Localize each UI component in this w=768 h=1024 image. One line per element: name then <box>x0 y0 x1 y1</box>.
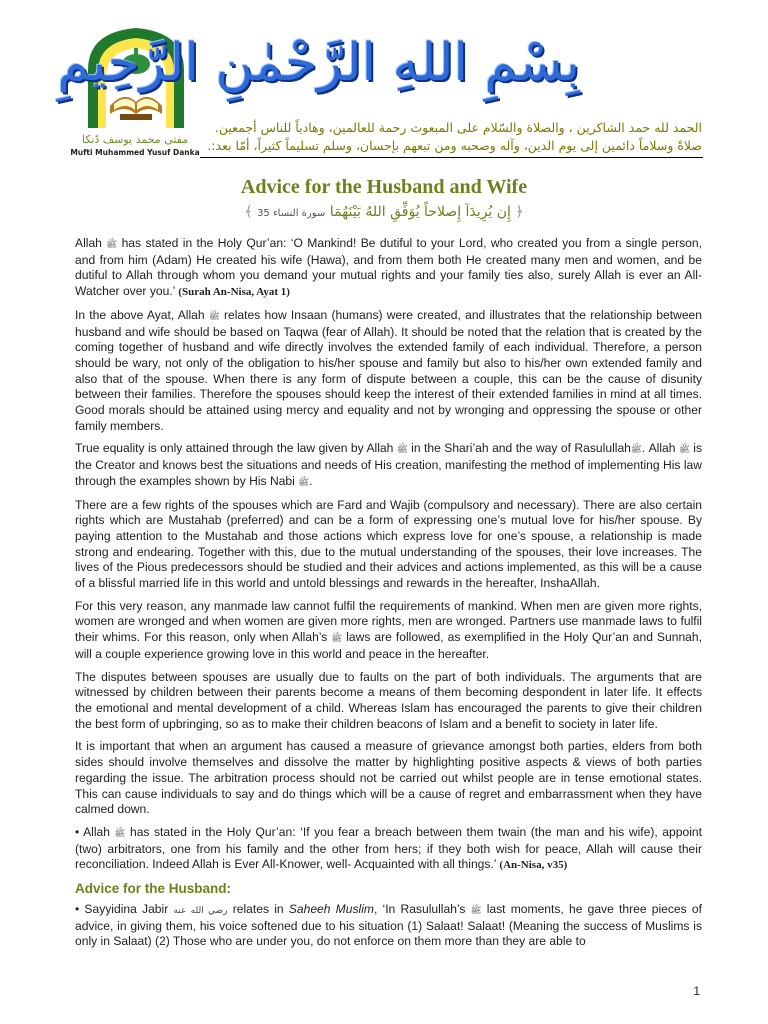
arabic-invocation-line-1: الحمد لله حمد الشاكرين ، والصلاة والسّلام على المبعوث رحمة للعالمين، وهادياً للناس أجمعين. <box>214 120 702 135</box>
salutation-symbol: ﷺ <box>208 310 220 321</box>
text: laws are followed, as exemplified in the Holy Qur’an and Sunnah, will a couple experience growing love in this world and peace in the hereafter. <box>75 630 702 661</box>
basmala-calligraphy: بِسْمِ اللهِ الرَّحْمٰنِ الرَّحِيمِ <box>57 33 580 93</box>
text: last moments, he gave three pieces of advice, in giving them, his voice softened due to his situation (1) Salaat! Salaat! (Meaning the success of Muslims is only in Salaat) (2) Those who are under you, do not enforce on them more than they are able to <box>75 902 702 949</box>
book-title: Saheeh Muslim <box>288 902 374 917</box>
paragraph-2 <box>75 308 702 435</box>
header-divider <box>200 157 703 158</box>
paragraph-7: It is important that when an argument has caused a measure of grievance amongst both parties, elders from both sides should involve themselves and dissolve the matter by highlighting positive aspects & views of both parties regarding the issue. The arbitration process should not be carried out whilst people are in tense emotional states. This can cause individuals to say and do things which will be a cause of regret and embarrassment when they have calmed down. <box>75 739 702 817</box>
paragraph-5 <box>75 599 702 663</box>
paragraph-9 <box>75 902 702 950</box>
page-number: 1 <box>693 984 700 998</box>
logo-arabic-name: مفتى محمد يوسف ڈنکا <box>81 133 189 146</box>
arabic-invocation-line-2: صلاةً وسلاماً دائمين إلى يوم الدين، وآله وصحبه ومن تبعهم بإحسان، وسلم تسليماً كثيراً، أمّا بعد:. <box>207 138 702 153</box>
text: relates in <box>232 902 284 917</box>
citation: (An-Nisa, v35) <box>499 859 568 872</box>
text: • Sayyidina Jabir <box>75 902 169 917</box>
text: has stated in the Holy Qur’an: ‘If you fear a breach between them twain (the man and his wife), appoint (two) arbitrators, one from his family and the other from hers; if they both wish for peace, Allah will cause their reconciliation. Indeed Allah is Ever All-Knower, well- Acquainted with all things.’ <box>75 824 702 872</box>
verse-bracket-close: ﴾ <box>244 204 253 220</box>
verse-bracket-open: ﴿ <box>515 204 524 220</box>
paragraph-8 <box>75 825 702 874</box>
text: , ‘In Rasulullah’s <box>373 902 466 917</box>
logo-english-name: Mufti Muhammed Yusuf Danka <box>70 148 200 157</box>
text: . <box>309 473 313 488</box>
citation: (Surah An-Nisa, Ayat 1) <box>178 286 290 299</box>
salutation-symbol: ﷺ <box>106 239 118 249</box>
text: in the Shari’ah and the way of Rasulullah <box>411 441 631 456</box>
salutation-symbol: ﷺ <box>630 444 642 455</box>
salutation-symbol: ﷺ <box>678 444 690 455</box>
section-heading-husband: Advice for the Husband: <box>75 881 232 897</box>
text: • Allah <box>75 824 110 839</box>
salutation-symbol: ﷺ <box>396 444 408 455</box>
text: . Allah <box>641 441 676 456</box>
paragraph-4: There are a few rights of the spouses which are Fard and Wajib (compulsory and necessary). There are also certain rights which are Mustahab (preferred) and can be a form of expressing one’s mutual love for his/her spouse. By paying attention to the Mustahab and those actions which express love for one’s spouse, a relationship is made strong and endearing. Together with this, due to the mutual understanding of the spouses, their love increases. The lives of the Pious predecessors should be studied and their advices and actions implemented, as this will be a cause of a blissful married life in this world and untold blessings and rewards in the hereafter, InshaAllah. <box>75 497 702 591</box>
verse-text: إِن يُرِيدَآ إِصلاحاً يُوَفِّقِ اللهُ بَيْنَهُمَا <box>329 204 511 220</box>
article-body <box>75 236 702 957</box>
verse-reference: سورة النساء 35 <box>257 208 326 219</box>
text: relates how Insaan (humans) were created, and illustrates that the relationship between husband and wife should be based on Taqwa (fear of Allah). It should be noted that the relation that is created by the coming together of husband and wife directly involves the extended family of each individual. Therefore, a person should be wary, not only of the obligation to his/her spouse and family but also to his/her own extended family and also that of the spouse. When there is any form of dispute between a couple, this can be the cause of disunity between their families. Therefore the spouses should keep the interest of their extended families in mind at all times. Good morals should be attained using mercy and equality and not by wronging and oppressing the spouse or other family members. <box>75 307 703 433</box>
quran-verse-heading <box>0 204 768 220</box>
salutation-symbol: ﷺ <box>114 827 126 838</box>
text: True equality is only attained through the law given by Allah <box>75 441 394 456</box>
paragraph-6: The disputes between spouses are usually due to faults on the part of both individuals. The arguments that are witnessed by children between their parents become a means of them becoming despondent in later life. It effects the emotional and mental development of a child. Whereas Islam has encouraged the parents to give their children the best form of upbringing, so as to make their children beacons of Islam and a benefit to society in later life. <box>75 669 702 731</box>
salutation-symbol: ﷺ <box>470 905 482 916</box>
document-title: Advice for the Husband and Wife <box>240 176 528 198</box>
text: is the Creator and knows best the situations and needs of His creation, manifesting the method of implementing His law through the examples shown by His Nabi <box>75 441 702 488</box>
paragraph-1 <box>75 236 702 301</box>
text: has stated in the Holy Qur’an: ‘O Mankind! Be dutiful to your Lord, who created you from a single person, and from him (Adam) He created his wife (Hawa), and from them both He created many men and women, and be dutiful to Allah through whom you demand your mutual rights and your family ties also, surely Allah is ever an All-Watcher over you.’ <box>75 236 702 299</box>
salutation-symbol: ﷺ <box>331 633 343 644</box>
paragraph-3 <box>75 441 702 490</box>
text: For this very reason, any manmade law cannot fulfil the requirements of mankind. When men are given more rights, women are wronged and when women are given more rights, men are wronged. Partners use manmade laws to fulfil their whims. For this reason, only when Allah’s <box>75 598 702 645</box>
text: In the above Ayat, Allah <box>75 307 205 322</box>
salutation-symbol: ﷺ <box>298 476 310 487</box>
ra-symbol: رضي الله عنه <box>173 905 228 916</box>
text: Allah <box>75 236 102 250</box>
